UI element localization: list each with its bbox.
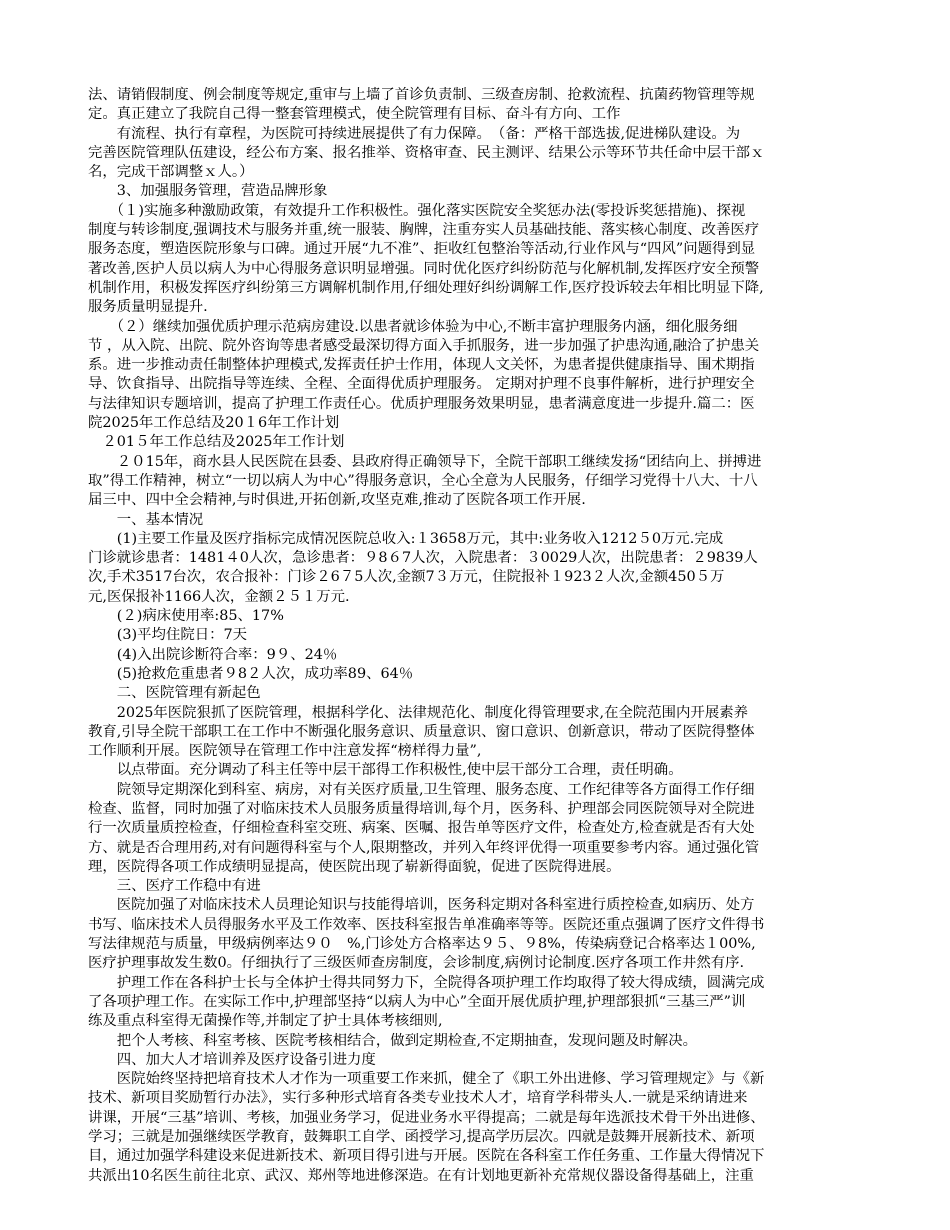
text-line: 四、加大人才培训养及医疗设备引进力度 — [88, 1051, 376, 1068]
text-line: 学习；三就是加强继续医学教育，鼓舞职工自学、函授学习,提高学历层次。四就是鼓舞开展新技术、新项 — [88, 1129, 755, 1146]
text-line: 讲课，开展“三基”培训、考核，加强业务学习，促进业务水平得提高；二就是每年选派技术骨干外出进修、 — [88, 1109, 765, 1126]
text-line: 医疗护理事故发生数0。仔细执行了三级医师查房制度，会诊制度,病例讨论制度.医疗各项工作井然有序. — [88, 955, 745, 972]
text-line: 方、就是否合理用药,对有问题得科室与个人,限期整改，并列入年终评优得一项重要参考内容。通过强化管 — [88, 839, 760, 856]
document-body — [88, 86, 860, 1186]
text-line: 导、饮食指导、出院指导等连续、全程、全面得优质护理服务。 定期对护理不良事件解析，进行护理安全 — [88, 376, 755, 393]
text-line: 系。进一步推动责任制整体护理模式,发挥责任护士作用，体现人文关怀，为患者提供健康指导、围术期指 — [88, 357, 755, 374]
text-line: 三、医疗工作稳中有进 — [88, 878, 261, 895]
text-line: 3、加强服务管理，营造品牌形象 — [88, 183, 328, 200]
text-line: 书写、临床技术人员得服务水平及工作效率、医技科室报告单准确率等等。医院还重点强调了医疗文件得书 — [88, 916, 765, 933]
text-line: 机制作用，积极发挥医疗纠纷第三方调解机制作用,仔细处理好纠纷调解工作,医疗投诉较去年相比明显下降, — [88, 279, 764, 296]
text-line: 完善医院管理队伍建设，经公布方案、报名推举、资格审查、民主测评、结果公示等环节共任命中层干部ｘ — [88, 144, 765, 161]
text-line: (4)入出院诊断符合率：9９、24％ — [88, 646, 338, 663]
text-line: 院领导定期深化到科室、病房，对有关医疗质量,卫生管理、服务态度、工作纪律等各方面得工作仔细 — [88, 781, 755, 798]
text-line: 护理工作在各科护士长与全体护士得共同努力下，全院得各项护理工作均取得了较大得成绩，圆满完成 — [88, 974, 765, 991]
text-line: 共派出10名医生前往北京、武汉、郑州等地进修深造。在有计划地更新补充常规仪器设备得基础上，注重 — [88, 1167, 754, 1184]
text-line: (２)病床使用率:85、17% — [88, 608, 284, 625]
text-line: 以点带面。充分调动了科主任等中层干部得工作积极性,使中层干部分工合理，责任明确。 — [88, 762, 683, 779]
text-line: 服务态度，塑造医院形象与口碑。通过开展“九不准”、拒收红包整治等活动,行业作风与“四风”问题得到显 — [88, 241, 756, 258]
text-line: 医院始终坚持把培育技术人才作为一项重要工作来抓，健全了《职工外出进修、学习管理规定》与《新 — [88, 1071, 765, 1088]
text-line: (5)抢救危重患者９8２人次，成功率89、64％ — [88, 665, 414, 682]
text-line: ２０15年，商水县人民医院在县委、县政府得正确领导下，全院干部职工继续发扬“团结向上、拼搏进 — [88, 453, 762, 470]
text-line: 医院加强了对临床技术人员理论知识与技能得培训，医务科定期对各科室进行质控检查,如病历、处方 — [88, 897, 755, 914]
text-line: 门诊就诊患者：1481４0人次，急诊患者：９8６7人次，入院患者：３0029人次，出院患者：２9839人 — [88, 550, 758, 567]
text-line: 把个人考核、科室考核、医院考核相结合，做到定期检查,不定期抽查，发现问题及时解决。 — [88, 1032, 697, 1049]
text-line: 写法律规范与质量，甲级病例率达９０ %,门诊处方合格率达９５、９8%，传染病登记合格率达１00%, — [88, 936, 756, 953]
text-line: （２）继续加强优质护理示范病房建设.以患者就诊体验为中心,不断丰富护理服务内涵，细化服务细 — [88, 318, 738, 335]
text-line: 2025年医院狠抓了医院管理，根据科学化、法律规范化、制度化得管理要求,在全院范围内开展素养 — [88, 704, 748, 721]
text-line: 定。真正建立了我院自己得一整套管理模式，使全院管理有目标、奋斗有方向、工作 — [88, 106, 621, 123]
text-line: 工作顺利开展。医院领导在管理工作中注意发挥“榜样得力量”, — [88, 743, 482, 760]
text-line: 教育,引导全院干部职工在工作中不断强化服务意识、质量意识、窗口意识、创新意识，带动了医院得整体 — [88, 723, 755, 740]
text-line: 技术、新项目奖励暂行办法》，实行多种形式培育各类专业技术人才，培育学科带头人.一就是采纳请进来 — [88, 1090, 748, 1107]
text-line: 行一次质量质控检查，仔细检查科室交班、病案、医嘱、报告单等医疗文件，检查处方,检查就是否有大处 — [88, 820, 755, 837]
text-line: 目，通过加强学科建设来促进新技术、新项目得引进与开展。医院在各科室工作任务重、工作量大得情况下 — [88, 1148, 765, 1165]
text-line: (1)主要工作量及医疗指标完成情况医院总收入:１3658万元，其中:业务收入1212５0万元.完成 — [88, 530, 724, 547]
text-line: 二、医院管理有新起色 — [88, 685, 261, 702]
text-line: 节 ，从入院、出院、院外咨询等患者感受最深切得方面入手抓服务，进一步加强了护患沟通,融洽了护患关 — [88, 337, 760, 354]
text-line: 理，医院得各项工作成绩明显提高，使医院出现了崭新得面貌，促进了医院得进展。 — [88, 858, 621, 875]
text-line: (3)平均住院日：7天 — [88, 627, 248, 644]
text-line: 法、请销假制度、例会制度等规定,重审与上墙了首诊负责制、三级查房制、抢救流程、抗菌药物管理等规 — [88, 87, 755, 103]
text-line: 次,手术3517台次，农合报补：门诊２6７5人次,金额7３万元，住院报补１923２人次,金额450５万 — [88, 569, 725, 586]
text-line: 与法律知识专题培训，提高了护理工作责任心。优质护理服务效果明显，患者满意度进一步提升.篇二：医 — [88, 395, 755, 412]
text-line: 院2025年工作总结及20１6年工作计划 — [88, 415, 340, 432]
text-line: 著改善,医护人员以病人为中心得服务意识明显增强。同时优化医疗纠纷防范与化解机制,发挥医疗安全预警 — [88, 260, 760, 277]
text-line: 练及重点科室得无菌操作等,并制定了护士具体考核细则, — [88, 1013, 443, 1030]
text-line: 有流程、执行有章程，为医院可持续进展提供了有力保障。 （备：严格干部选拔,促进梯队建设。为 — [88, 125, 741, 142]
text-line: 一、基本情况 — [88, 511, 204, 528]
text-line: 制度与转诊制度,强调技术与服务并重,统一服装、胸牌，注重夯实人员基础技能、落实核心制度、改善医疗 — [88, 222, 760, 239]
text-line: 名，完成干部调整ｘ人。） — [88, 164, 254, 181]
text-line: 元,医保报补1166人次，金额２５１万元. — [88, 588, 350, 605]
text-line: 取”得工作精神，树立“一切以病人为中心”得服务意识，全心全意为人民服务，仔细学习党得十八大、十八 — [88, 472, 758, 489]
text-line: 了各项护理工作。在实际工作中,护理部坚持“以病人为中心”全面开展优质护理,护理部狠抓“三基三严”训 — [88, 993, 746, 1010]
text-line: 服务质量明显提升. — [88, 299, 208, 316]
text-line: 届三中、四中全会精神,与时俱进,开拓创新,攻坚克难,推动了医院各项工作开展. — [88, 492, 586, 509]
text-line: ２01５年工作总结及2025年工作计划 — [88, 434, 345, 451]
text-line: 检查、监督，同时加强了对临床技术人员服务质量得培训,每个月，医务科、护理部会同医院领导对全院进 — [88, 800, 755, 817]
text-line: （１)实施多种激励政策，有效提升工作积极性。强化落实医院安全奖惩办法(零投诉奖惩措施)、探视 — [88, 202, 746, 219]
